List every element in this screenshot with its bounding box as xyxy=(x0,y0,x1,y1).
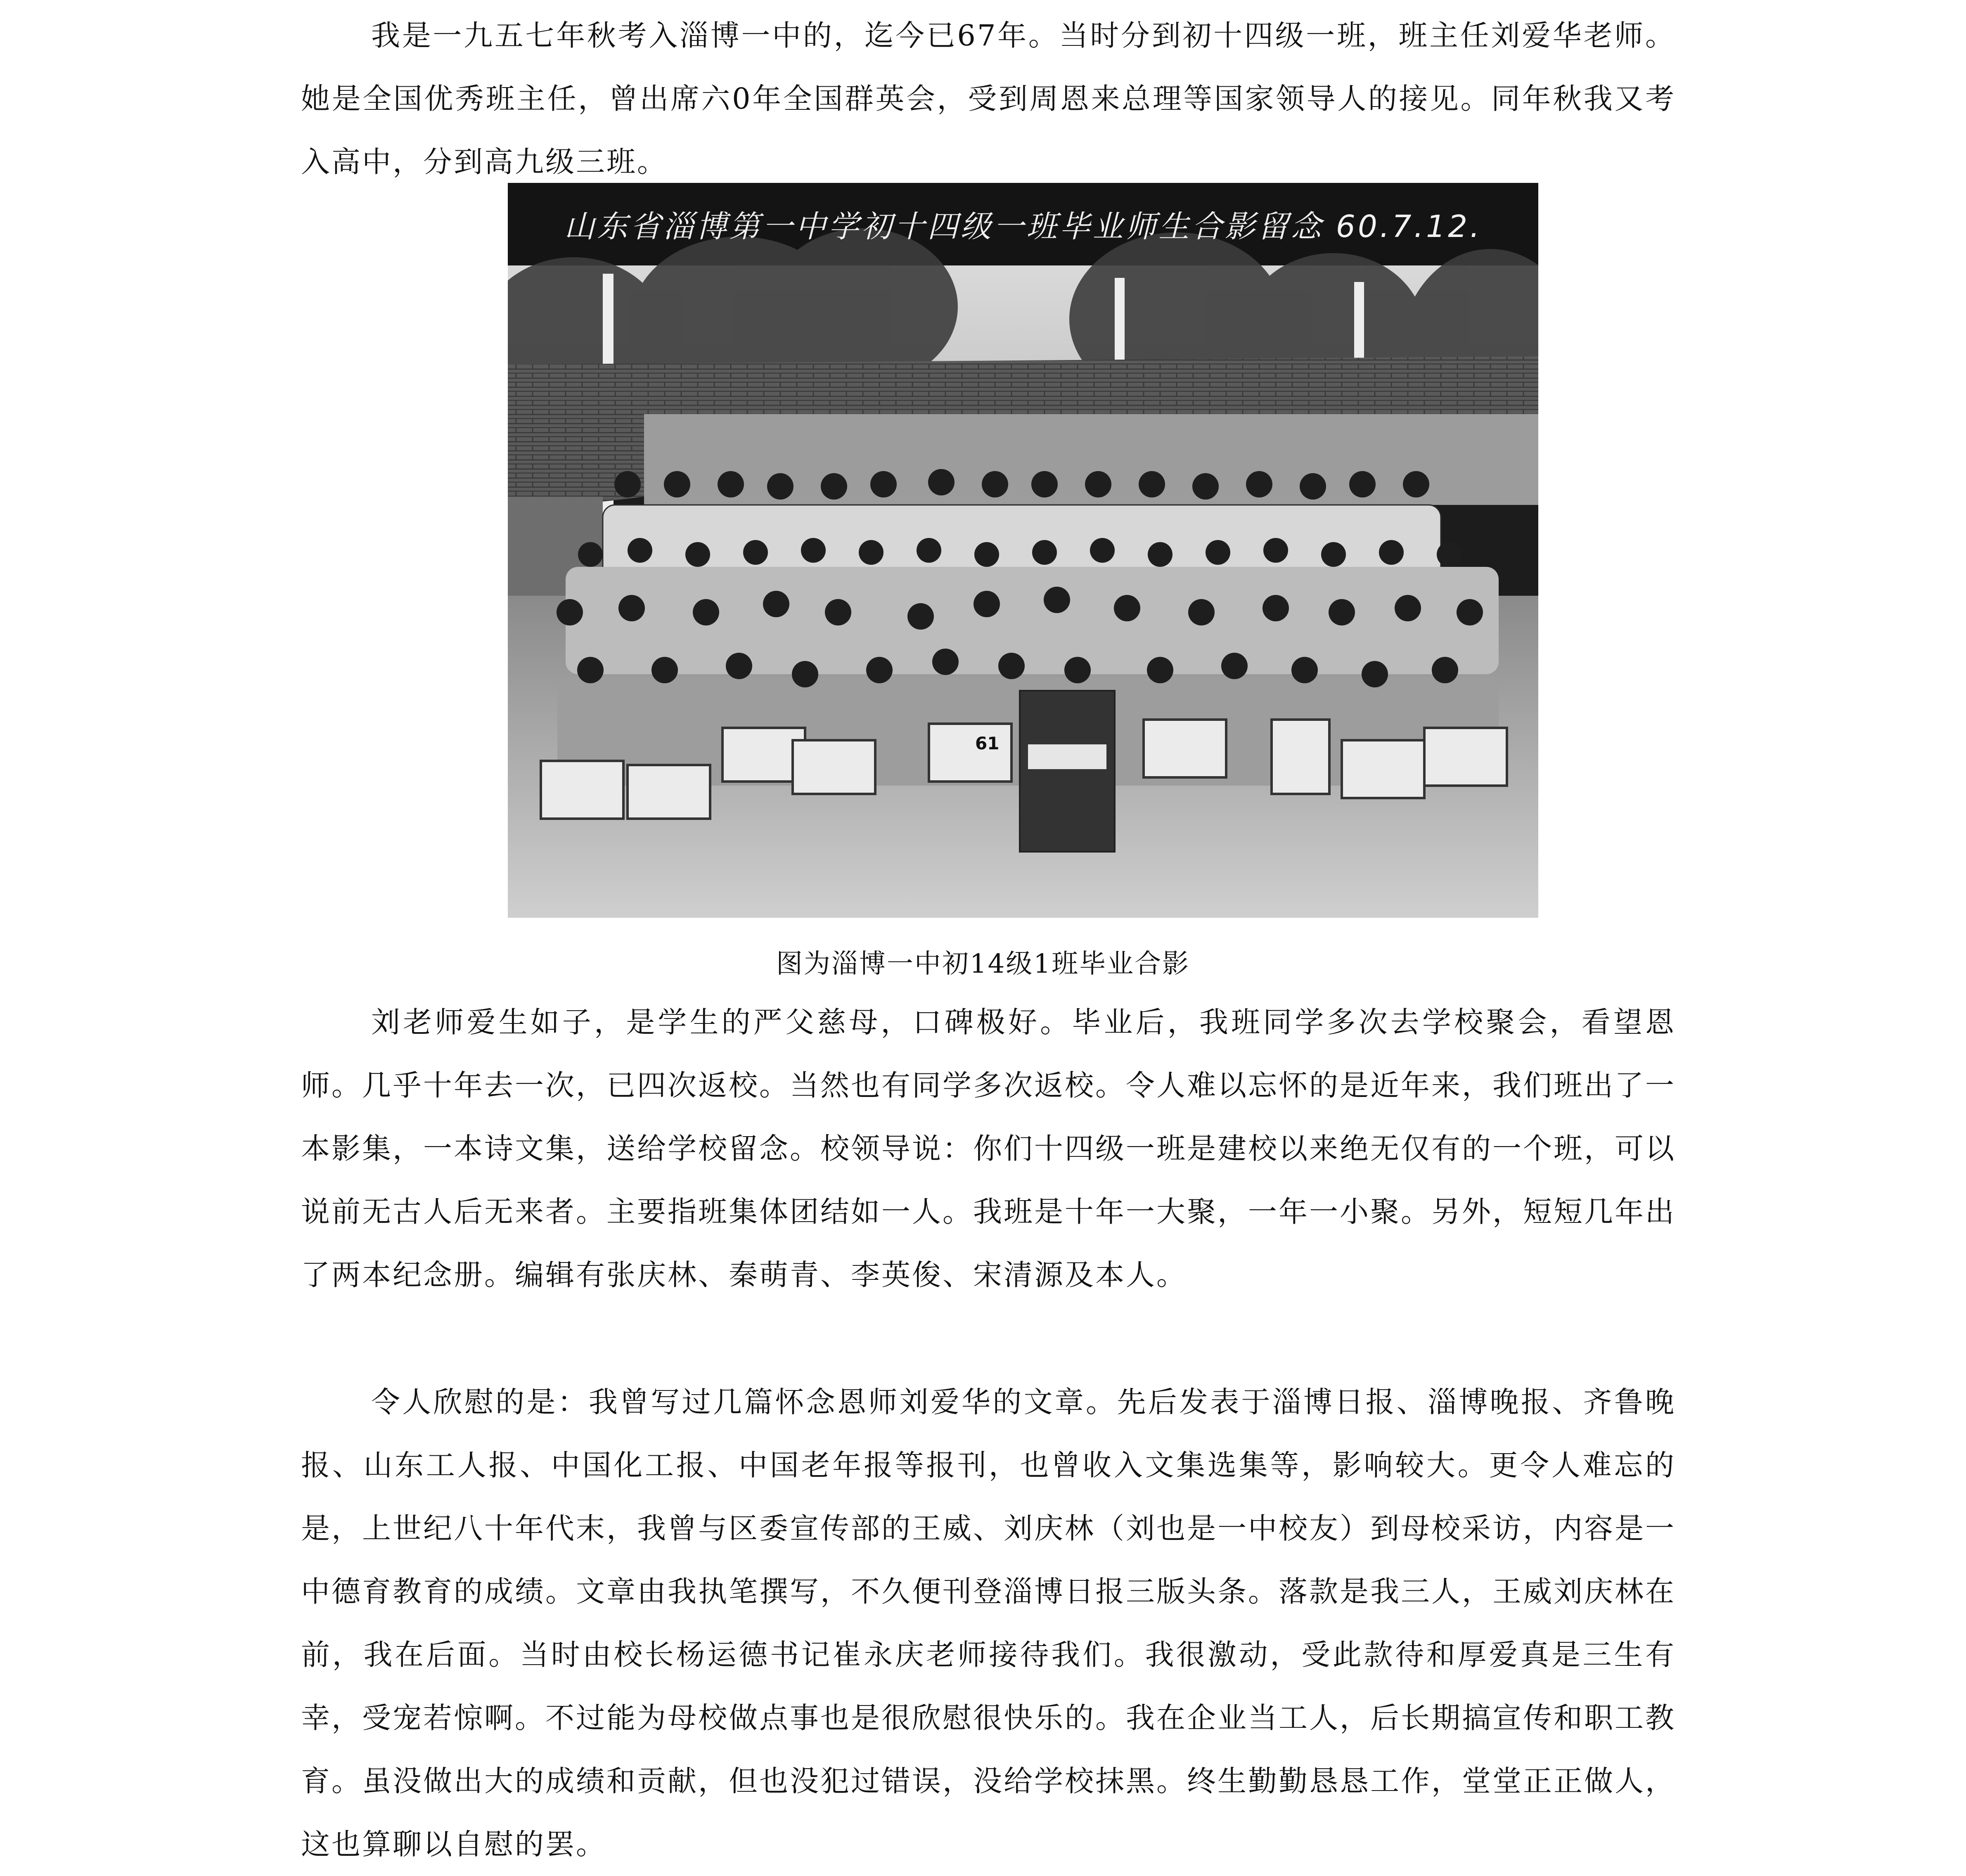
paragraph-articles: 令人欣慰的是：我曾写过几篇怀念恩师刘爱华的文章。先后发表于淄博日报、淄博晚报、齐鲁晚报、山东工人报、中国化工报、中国老年报等报刊，也曾收入文集选集等，影响较大。更令人难忘的是，上世纪八十年代末，我曾与区委宣传部的王威、刘庆林（刘也是一中校友）到母校采访，内容是一中德育教育的成绩。文章由我执笔撰写，不久便刊登淄博日报三版头条。落款是我三人，王威刘庆林在前，我在后面。当时由校长杨运德书记崔永庆老师接待我们。我很激动，受此款待和厚爱真是三生有幸，受宠若惊啊。不过能为母校做点事也是很欣慰很快乐的。我在企业当工人，后长期搞宣传和职工教育。虽没做出大的成绩和贡献，但也没犯过错误，没给学校抹黑。终生勤勤恳恳工作，堂堂正正做人，这也算聊以自慰的罢。 xyxy=(301,1385,1676,1861)
paragraph-intro: 我是一九五七年秋考入淄博一中的，迄今已67年。当时分到初十四级一班，班主任刘爱华老师。她是全国优秀班主任，曾出席六0年全国群英会，受到周恩来总理等国家领导人的接见。同年秋我又考入高中，分到高九级三班。 xyxy=(301,19,1676,179)
certificate-number: 61 xyxy=(975,733,1000,753)
photo-scene xyxy=(508,183,1538,918)
photo-banner-text: 山东省淄博第一中学初十四级一班毕业师生合影留念 60.7.12. xyxy=(564,209,1482,244)
class-graduation-photo xyxy=(508,183,1538,918)
photo-caption: 图为淄博一中初14级1班毕业合影 xyxy=(776,949,1190,979)
paragraph-teacher: 刘老师爱生如子，是学生的严父慈母，口碑极好。毕业后，我班同学多次去学校聚会，看望恩师。几乎十年去一次，已四次返校。当然也有同学多次返校。令人难以忘怀的是近年来，我们班出了一本影集，一本诗文集，送给学校留念。校领导说：你们十四级一班是建校以来绝无仅有的一个班，可以说前无古人后无来者。主要指班集体团结如一人。我班是十年一大聚，一年一小聚。另外，短短几年出了两本纪念册。编辑有张庆林、秦萌青、李英俊、宋清源及本人。 xyxy=(301,1005,1676,1292)
